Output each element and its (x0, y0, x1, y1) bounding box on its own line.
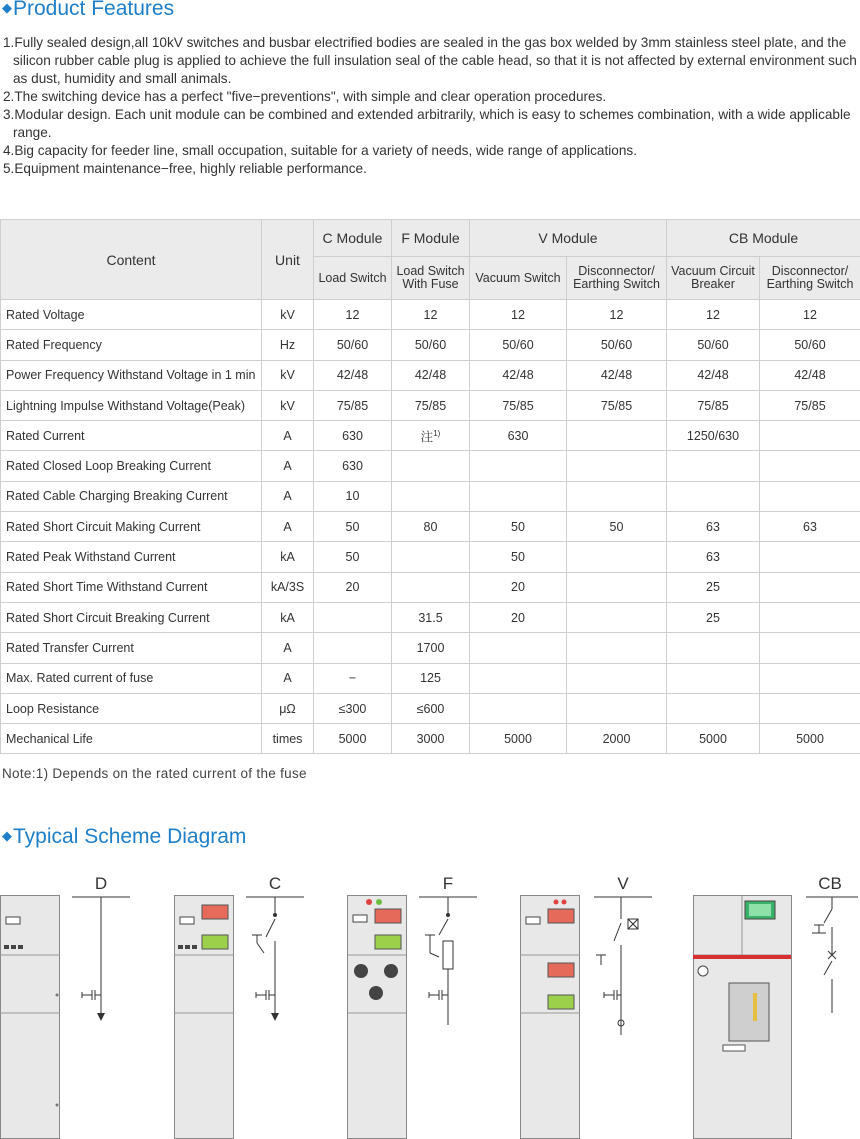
value-cell-v1 (470, 693, 567, 723)
value-cell-v1: 50 (470, 512, 567, 542)
value-cell-f (392, 572, 470, 602)
value-cell-f: 50/60 (392, 330, 470, 360)
value-cell-f: 31.5 (392, 602, 470, 632)
value-cell-f (392, 542, 470, 572)
unit-cell: kA/3S (262, 572, 314, 602)
unit-cell: kV (262, 360, 314, 390)
parameter-cell: Mechanical Life (1, 724, 262, 754)
parameter-cell: Max. Rated current of fuse (1, 663, 262, 693)
value-cell-cb2 (760, 663, 860, 693)
value-cell-cb1 (667, 663, 760, 693)
value-cell-v1: 5000 (470, 724, 567, 754)
value-cell-c: 20 (314, 572, 392, 602)
value-cell-cb2: 50/60 (760, 330, 860, 360)
value-cell-cb1: 63 (667, 542, 760, 572)
cb-module-header: CB Module (667, 220, 860, 257)
unit-cell: kV (262, 390, 314, 420)
value-cell-cb2: 12 (760, 300, 860, 330)
specification-table (0, 219, 860, 754)
value-cell-cb2 (760, 633, 860, 663)
value-cell-cb1: 75/85 (667, 390, 760, 420)
unit-cell: A (262, 633, 314, 663)
v-vacuum-switch-subheader: Vacuum Switch (470, 257, 567, 300)
value-cell-cb1 (667, 633, 760, 663)
feature-item: 2.The switching device has a perfect "five−preventions", with simple and clear operation procedures. (3, 89, 607, 104)
unit-header: Unit (262, 220, 314, 300)
table-row (1, 300, 860, 330)
value-cell-f: 12 (392, 300, 470, 330)
value-cell-cb1: 5000 (667, 724, 760, 754)
value-cell-f: 125 (392, 663, 470, 693)
value-cell-f: 3000 (392, 724, 470, 754)
feature-item: 3.Modular design. Each unit module can be combined and extended arbitrarily, which is easy to schemes combination, with a wide applicable range. (3, 107, 851, 140)
value-cell-v1: 50/60 (470, 330, 567, 360)
feature-item: 4.Big capacity for feeder line, small occupation, suitable for a variety of needs, wide range of applications. (3, 143, 637, 158)
parameter-cell: Rated Short Time Withstand Current (1, 572, 262, 602)
value-cell-v1: 75/85 (470, 390, 567, 420)
value-cell-v2 (567, 602, 667, 632)
feature-item: 5.Equipment maintenance−free, highly reliable performance. (3, 161, 367, 176)
value-cell-v1 (470, 451, 567, 481)
value-cell-v2: 50/60 (567, 330, 667, 360)
d-panel-illustration (0, 895, 62, 1139)
value-cell-c: 42/48 (314, 360, 392, 390)
value-cell-cb1: 42/48 (667, 360, 760, 390)
unit-cell: A (262, 421, 314, 451)
value-cell-c: 10 (314, 481, 392, 511)
value-cell-v2 (567, 663, 667, 693)
value-cell-cb2 (760, 542, 860, 572)
value-text: 注 (420, 429, 434, 444)
table-row (1, 481, 860, 511)
c-panel-illustration (174, 895, 236, 1139)
value-cell-v2 (567, 451, 667, 481)
value-cell-cb1 (667, 451, 760, 481)
value-cell-v2: 12 (567, 300, 667, 330)
value-cell-v2 (567, 693, 667, 723)
diamond-bullet-icon: ◆ (2, 0, 12, 15)
unit-cell: A (262, 512, 314, 542)
parameter-cell: Loop Resistance (1, 693, 262, 723)
cb-vacuum-breaker-subheader: Vacuum Circuit Breaker (667, 257, 760, 300)
f-scheme-diagram (417, 895, 479, 1045)
value-cell-v2: 75/85 (567, 390, 667, 420)
value-cell-v1: 50 (470, 542, 567, 572)
value-cell-c: 50/60 (314, 330, 392, 360)
value-cell-cb1: 63 (667, 512, 760, 542)
table-row (1, 633, 860, 663)
features-list (3, 34, 860, 178)
table-row (1, 663, 860, 693)
value-cell-cb2: 63 (760, 512, 860, 542)
parameter-cell: Rated Short Circuit Breaking Current (1, 602, 262, 632)
c-scheme-diagram (244, 895, 306, 1045)
footnote-marker: 1) (433, 428, 441, 438)
table-row (1, 390, 860, 420)
unit-cell: kA (262, 542, 314, 572)
c-load-switch-subheader: Load Switch (314, 257, 392, 300)
value-cell-cb1 (667, 693, 760, 723)
cb-panel-illustration (693, 895, 793, 1139)
value-cell-v2 (567, 542, 667, 572)
value-cell-v2: 50 (567, 512, 667, 542)
feature-item: 1.Fully sealed design,all 10kV switches and busbar electrified bodies are sealed in the gas box welded by 3mm stainless steel plate, and the silicon rubber cable plug is applied to achieve the full insulation seal of the cable head, so that it is not affected by external environment such as dust, humidity and small animals. (3, 35, 857, 86)
value-cell-c: ≤300 (314, 693, 392, 723)
parameter-cell: Rated Cable Charging Breaking Current (1, 481, 262, 511)
value-cell-v1: 12 (470, 300, 567, 330)
value-cell-v1: 20 (470, 572, 567, 602)
parameter-cell: Rated Closed Loop Breaking Current (1, 451, 262, 481)
value-cell-v2: 42/48 (567, 360, 667, 390)
table-row (1, 451, 860, 481)
value-cell-cb2 (760, 693, 860, 723)
parameter-cell: Lightning Impulse Withstand Voltage(Peak) (1, 390, 262, 420)
value-cell-c: 12 (314, 300, 392, 330)
value-cell-cb1: 1250/630 (667, 421, 760, 451)
table-row (1, 421, 860, 451)
parameter-cell: Rated Voltage (1, 300, 262, 330)
value-cell-c (314, 633, 392, 663)
unit-cell: kV (262, 300, 314, 330)
value-cell-v2 (567, 572, 667, 602)
value-cell-f (392, 421, 470, 451)
v-module-header: V Module (470, 220, 667, 257)
value-cell-v1 (470, 663, 567, 693)
value-cell-cb2 (760, 481, 860, 511)
f-load-switch-fuse-subheader: Load Switch With Fuse (392, 257, 470, 300)
unit-cell: A (262, 663, 314, 693)
value-cell-v2 (567, 421, 667, 451)
scheme-heading (2, 825, 246, 849)
value-cell-cb1: 50/60 (667, 330, 760, 360)
unit-cell: Hz (262, 330, 314, 360)
scheme-label-f: F (442, 874, 454, 893)
value-cell-v1 (470, 481, 567, 511)
value-cell-v1: 20 (470, 602, 567, 632)
cb-scheme-diagram (804, 895, 860, 1045)
parameter-cell: Rated Transfer Current (1, 633, 262, 663)
value-cell-v1: 630 (470, 421, 567, 451)
d-scheme-diagram (70, 895, 132, 1045)
v-panel-illustration (520, 895, 582, 1139)
value-cell-cb2 (760, 421, 860, 451)
value-cell-cb1: 25 (667, 602, 760, 632)
unit-cell: A (262, 481, 314, 511)
value-cell-v1: 42/48 (470, 360, 567, 390)
table-row (1, 512, 860, 542)
table-row (1, 693, 860, 723)
table-row (1, 330, 860, 360)
product-features-title: Product Features (13, 0, 175, 20)
value-cell-c: 630 (314, 451, 392, 481)
table-row (1, 360, 860, 390)
value-cell-cb1: 12 (667, 300, 760, 330)
scheme-label-cb: CB (818, 874, 842, 893)
table-row (1, 572, 860, 602)
value-cell-c (314, 602, 392, 632)
value-cell-v1 (470, 633, 567, 663)
value-cell-f: 1700 (392, 633, 470, 663)
scheme-label-c: C (268, 874, 282, 893)
value-cell-cb2 (760, 602, 860, 632)
value-cell-f: 80 (392, 512, 470, 542)
scheme-label-d: D (94, 874, 108, 893)
value-cell-c: 630 (314, 421, 392, 451)
value-cell-cb2 (760, 451, 860, 481)
parameter-cell: Rated Frequency (1, 330, 262, 360)
value-cell-v2 (567, 633, 667, 663)
content-header: Content (1, 220, 262, 300)
table-row (1, 724, 860, 754)
value-cell-c: 50 (314, 512, 392, 542)
scheme-title: Typical Scheme Diagram (13, 825, 247, 848)
unit-cell: kA (262, 602, 314, 632)
unit-cell: μΩ (262, 693, 314, 723)
parameter-cell: Rated Current (1, 421, 262, 451)
value-cell-f: 75/85 (392, 390, 470, 420)
table-row (1, 542, 860, 572)
v-scheme-diagram (592, 895, 654, 1045)
unit-cell: times (262, 724, 314, 754)
table-footnote: Note:1) Depends on the rated current of the fuse (2, 766, 307, 781)
parameter-cell: Rated Peak Withstand Current (1, 542, 262, 572)
scheme-label-v: V (617, 874, 629, 893)
value-cell-v2: 2000 (567, 724, 667, 754)
cb-disconnector-subheader: Disconnector/ Earthing Switch (760, 257, 860, 300)
table-row (1, 602, 860, 632)
value-cell-c: 75/85 (314, 390, 392, 420)
value-cell-c: 5000 (314, 724, 392, 754)
value-cell-cb1 (667, 481, 760, 511)
value-cell-c: − (314, 663, 392, 693)
v-disconnector-subheader: Disconnector/ Earthing Switch (567, 257, 667, 300)
value-cell-f (392, 451, 470, 481)
f-module-header: F Module (392, 220, 470, 257)
product-features-heading (2, 0, 174, 21)
value-cell-cb1: 25 (667, 572, 760, 602)
value-cell-cb2: 42/48 (760, 360, 860, 390)
value-cell-cb2: 5000 (760, 724, 860, 754)
value-cell-c: 50 (314, 542, 392, 572)
f-panel-illustration (347, 895, 409, 1139)
value-cell-f (392, 481, 470, 511)
value-cell-f: ≤600 (392, 693, 470, 723)
parameter-cell: Power Frequency Withstand Voltage in 1 min (1, 360, 262, 390)
c-module-header: C Module (314, 220, 392, 257)
unit-cell: A (262, 451, 314, 481)
value-cell-cb2 (760, 572, 860, 602)
value-cell-f: 42/48 (392, 360, 470, 390)
value-cell-v2 (567, 481, 667, 511)
parameter-cell: Rated Short Circuit Making Current (1, 512, 262, 542)
value-cell-cb2: 75/85 (760, 390, 860, 420)
diamond-bullet-icon: ◆ (2, 828, 12, 843)
